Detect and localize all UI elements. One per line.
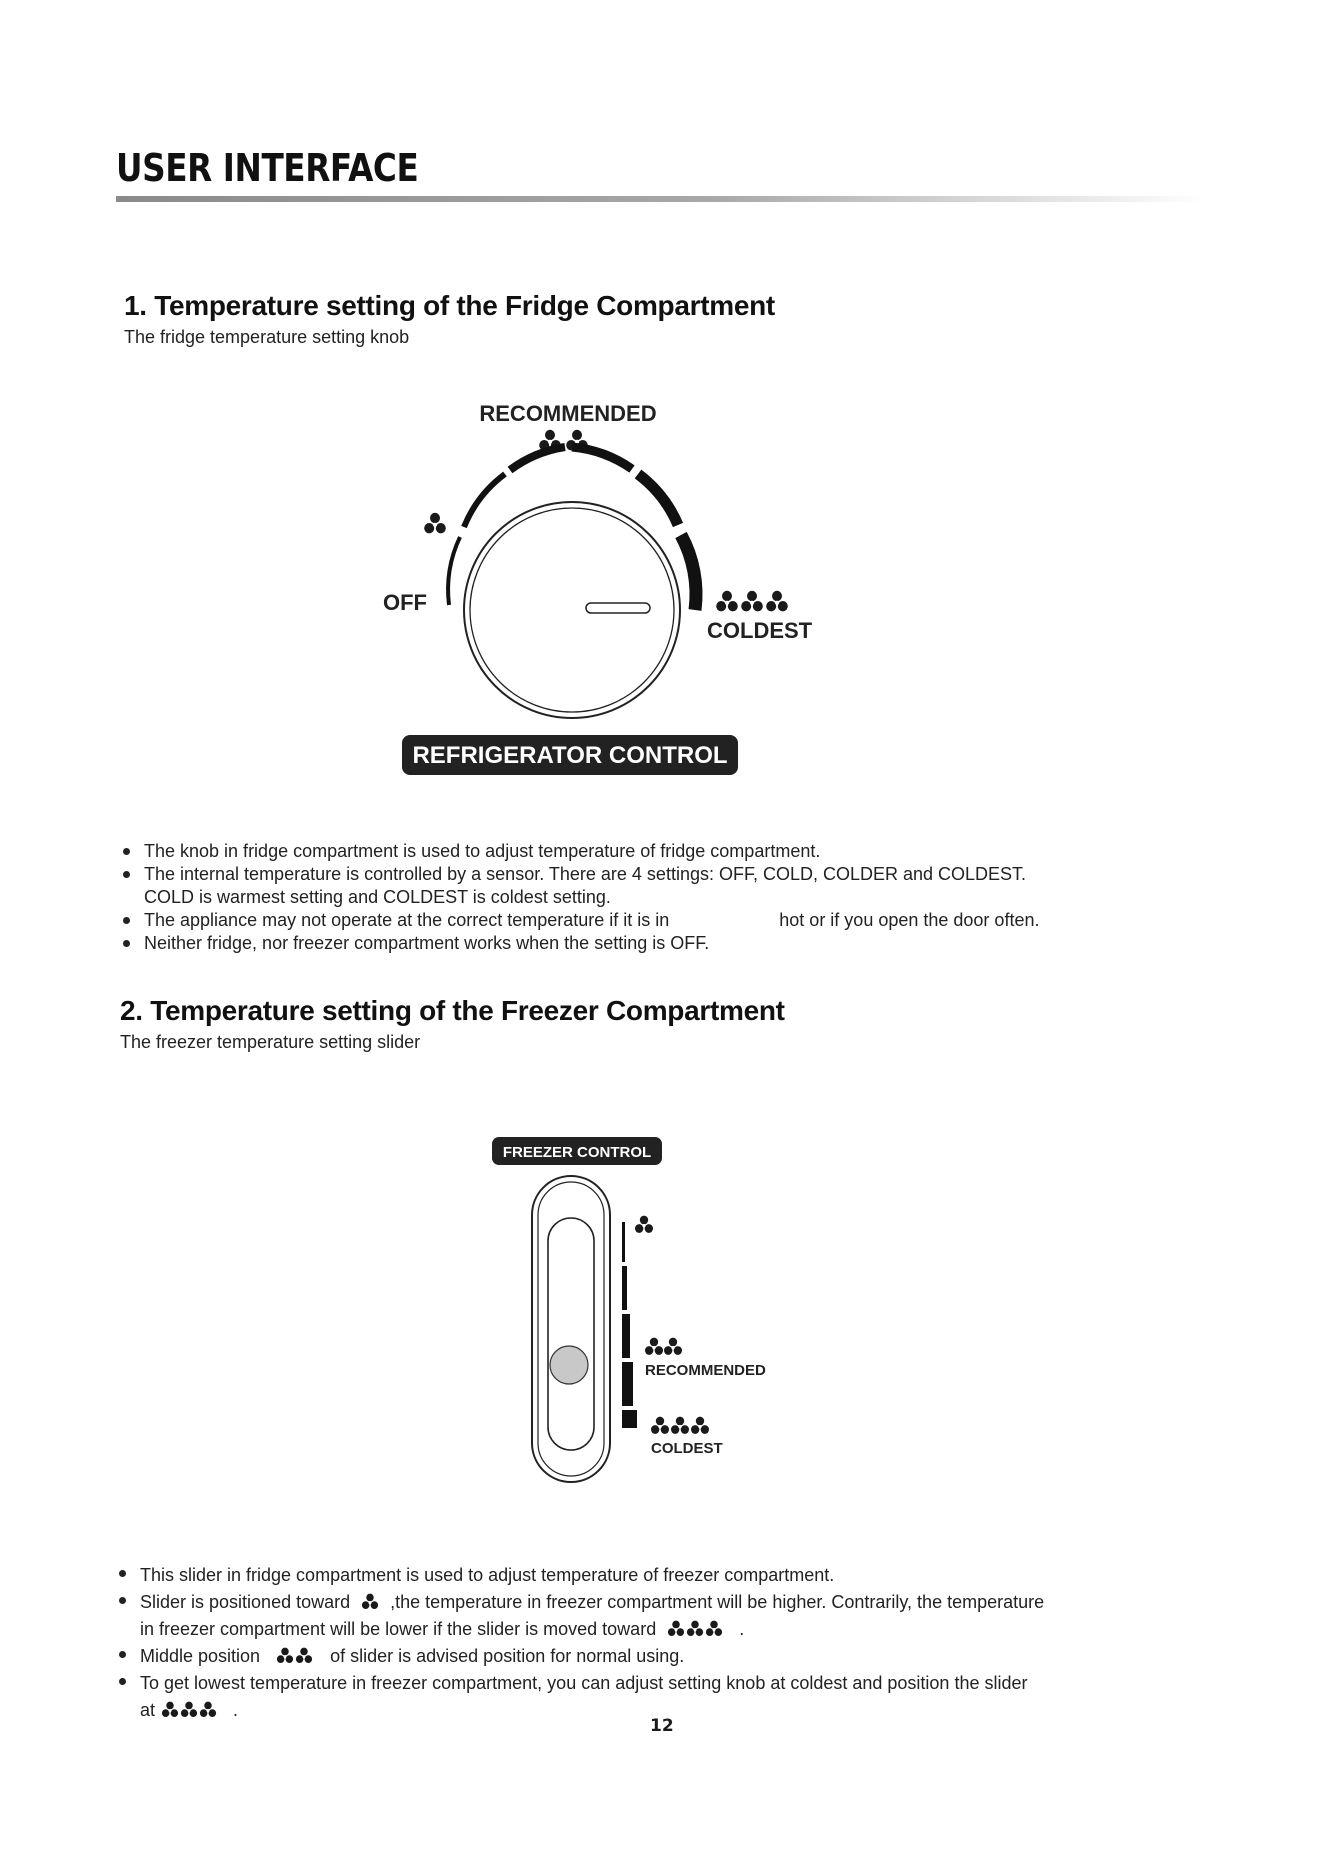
knob-indicator [586,603,650,613]
section1-bullet-4: Neither fridge, nor freezer compartment works when the setting is OFF. [120,932,1040,955]
fan-three-icon [161,1701,217,1719]
section1-subtitle: The fridge temperature setting knob [124,327,410,347]
section1-bullet-3 [120,909,1040,932]
refrigerator-control-label: REFRIGERATOR CONTROL [412,742,728,769]
label-coldest: COLDEST [707,618,813,643]
heading-rule [116,196,1206,202]
section2-bullet-3 [116,1643,1046,1670]
section2-bullets [116,1562,1046,1724]
fan-three-icon [651,1417,709,1434]
section2-bullet-1: This slider in fridge compartment is used to adjust temperature of freezer compartment. [116,1562,1046,1589]
page-heading: USER INTERFACE [116,146,419,190]
slider-scale-wedge [622,1222,637,1428]
fan-three-icon [716,591,788,612]
section2-subtitle: The freezer temperature setting slider [120,1032,421,1052]
section2-bullet-4-a: To get lowest temperature in freezer compartment, you can adjust setting knob at coldest and position the slider at [140,1673,1028,1720]
section2-bullet-3-a: Middle position [140,1646,261,1666]
label-coldest: COLDEST [651,1440,723,1457]
fan-one-icon [361,1593,379,1611]
slider-track [548,1218,594,1450]
fan-two-icon [276,1647,314,1665]
freezer-slider-diagram [480,1130,800,1490]
fan-one-icon [424,513,446,534]
fan-two-icon [645,1338,682,1355]
section1-bullets [120,840,1040,955]
freezer-control-label: FREEZER CONTROL [502,1144,652,1161]
fan-one-icon [635,1216,653,1233]
section2-title: 2. Temperature setting of the Freezer Compartment [120,995,785,1026]
section2-bullet-2 [116,1589,1046,1643]
section2-bullet-2-a: Slider is positioned toward [140,1592,351,1612]
section1-bullet-3-before: The appliance may not operate at the correct temperature if it is in [144,910,670,930]
label-recommended: RECOMMENDED [645,1362,766,1379]
section2-bullet-2-c: . [739,1619,745,1639]
section2-bullet-3-b: of slider is advised position for normal using. [330,1646,685,1666]
slider-knob [550,1346,588,1384]
section1-title: 1. Temperature setting of the Fridge Compartment [124,290,775,321]
section2-bullet-2-b: ,the temperature in freezer compartment will be higher. Contrarily, the temperature in freezer compartment will be lower if the slider is moved toward [140,1592,1045,1639]
section1-bullet-3-after: hot or if you open the door often. [779,910,1040,930]
refrigerator-knob-diagram [360,395,880,790]
section1-bullet-1: The knob in fridge compartment is used to adjust temperature of fridge compartment. [120,840,1040,863]
label-off: OFF [383,590,427,615]
page-number: 12 [650,1716,674,1736]
label-recommended: RECOMMENDED [479,401,657,426]
fan-three-icon [667,1620,723,1638]
section2-bullet-4 [116,1670,1046,1724]
section2-bullet-4-b: . [233,1700,239,1720]
section1-bullet-2: The internal temperature is controlled by a sensor. There are 4 settings: OFF, COLD, COLDER and COLDEST. COLD is warmest setting and COLDEST is coldest setting. [120,863,1040,909]
